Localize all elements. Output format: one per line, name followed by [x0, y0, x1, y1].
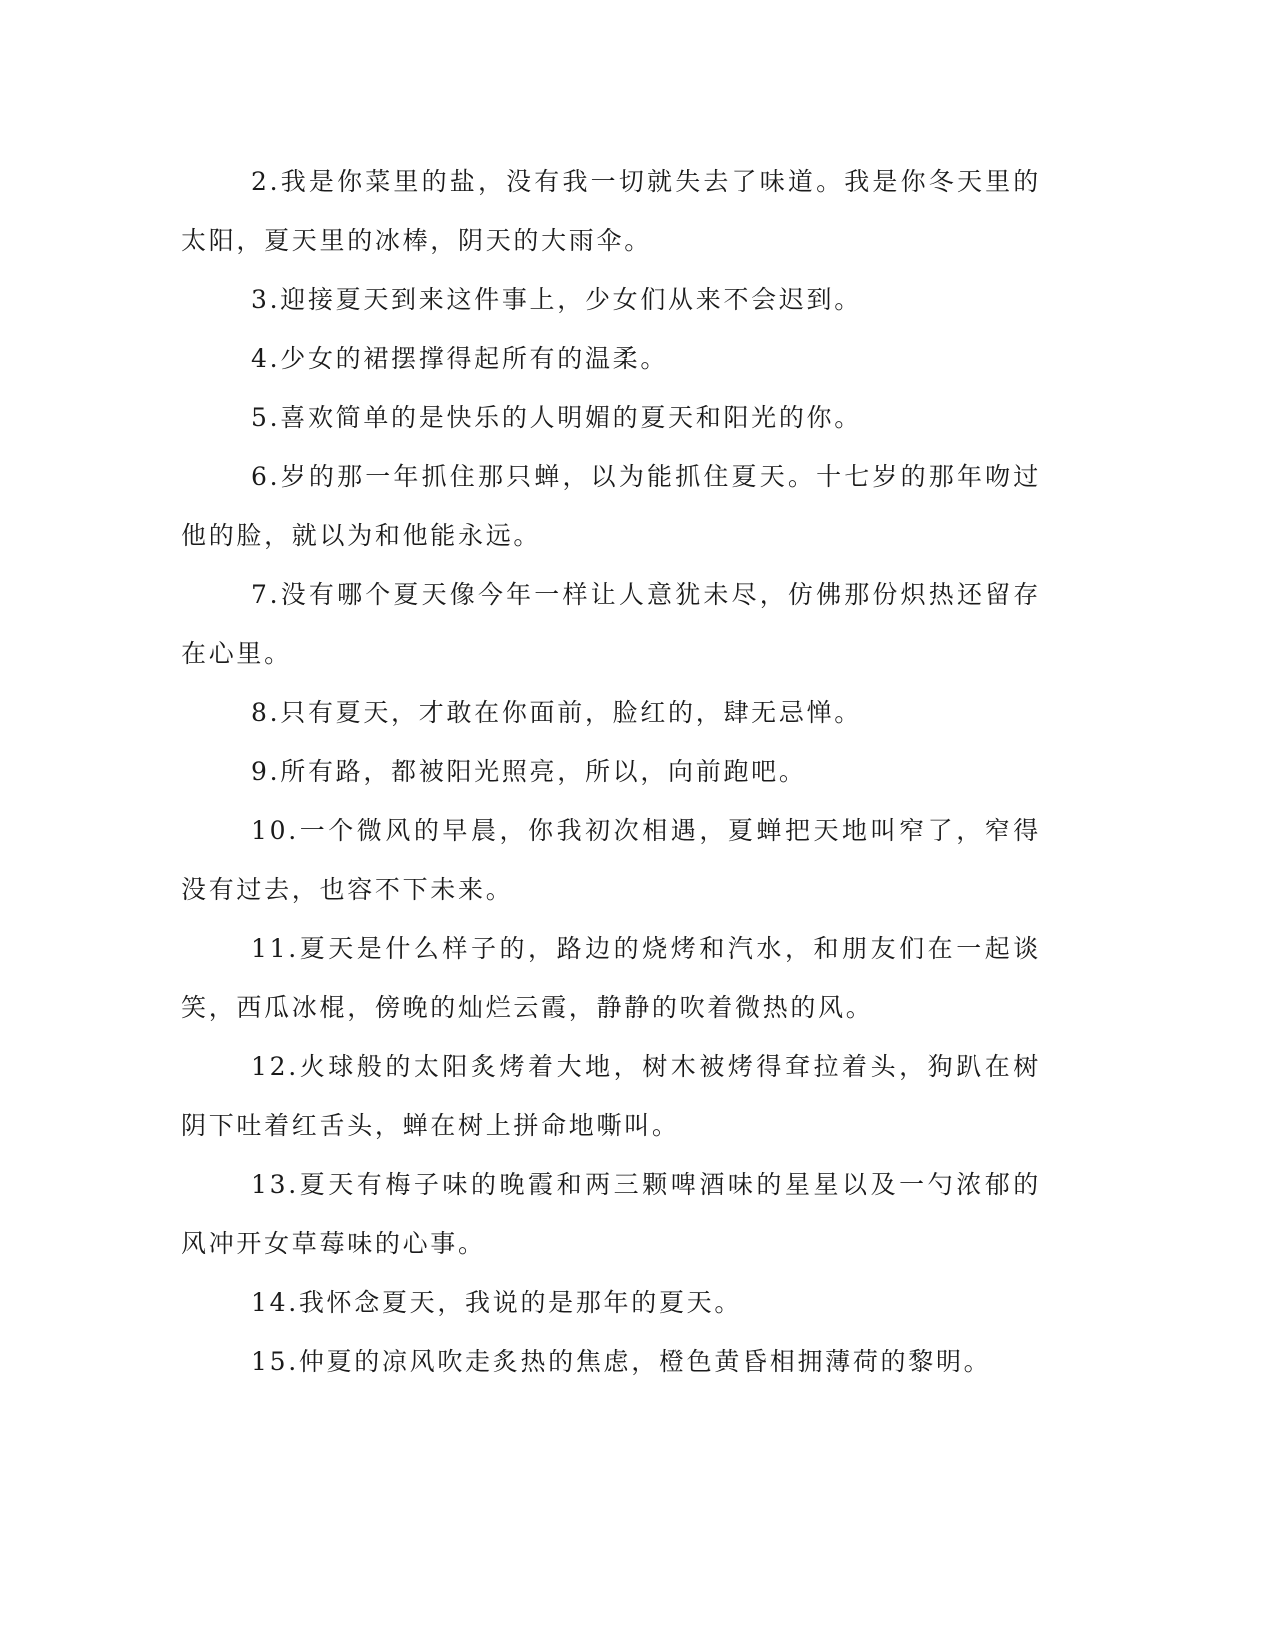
paragraph-11: 11.夏天是什么样子的，路边的烧烤和汽水，和朋友们在一起谈笑，西瓜冰棍，傍晚的灿烂云霞，静静的吹着微热的风。	[181, 934, 1041, 1022]
paragraph-12: 12.火球般的太阳炙烤着大地，树木被烤得耷拉着头，狗趴在树阴下吐着红舌头，蝉在树上拼命地嘶叫。	[181, 1052, 1041, 1140]
paragraph-14: 14.我怀念夏天，我说的是那年的夏天。	[251, 1288, 743, 1317]
paragraph-15: 15.仲夏的凉风吹走炙热的焦虑，橙色黄昏相拥薄荷的黎明。	[251, 1347, 992, 1376]
paragraph-9: 9.所有路，都被阳光照亮，所以，向前跑吧。	[251, 757, 807, 786]
paragraph-3: 3.迎接夏天到来这件事上，少女们从来不会迟到。	[251, 285, 862, 314]
paragraph-10: 10.一个微风的早晨，你我初次相遇，夏蝉把天地叫窄了，窄得没有过去，也容不下未来。	[181, 816, 1041, 904]
document-body	[181, 152, 1041, 1391]
paragraph-13: 13.夏天有梅子味的晚霞和两三颗啤酒味的星星以及一勺浓郁的风冲开女草莓味的心事。	[181, 1170, 1041, 1258]
paragraph-5: 5.喜欢简单的是快乐的人明媚的夏天和阳光的你。	[251, 403, 862, 432]
paragraph-7: 7.没有哪个夏天像今年一样让人意犹未尽，仿佛那份炽热还留存在心里。	[181, 580, 1041, 668]
paragraph-2: 2.我是你菜里的盐，没有我一切就失去了味道。我是你冬天里的太阳，夏天里的冰棒，阴天的大雨伞。	[181, 167, 1041, 255]
paragraph-4: 4.少女的裙摆撑得起所有的温柔。	[251, 344, 669, 373]
paragraph-8: 8.只有夏天，才敢在你面前，脸红的，肆无忌惮。	[251, 698, 862, 727]
paragraph-6: 6.岁的那一年抓住那只蝉，以为能抓住夏天。十七岁的那年吻过他的脸，就以为和他能永远。	[181, 462, 1041, 550]
